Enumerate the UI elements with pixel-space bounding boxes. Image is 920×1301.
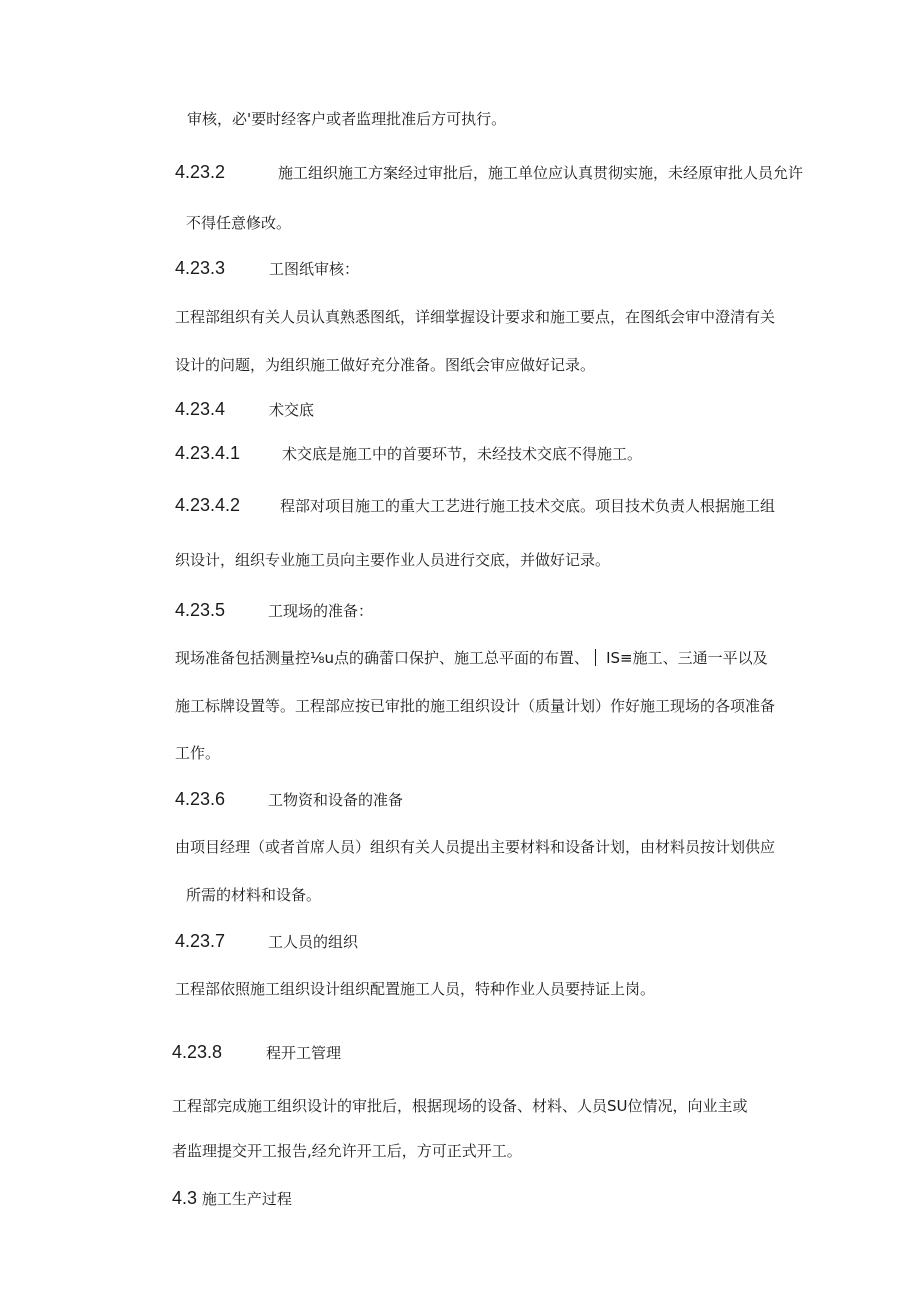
section-heading-4-23-5: 工现场的准备： — [268, 602, 374, 620]
section-number-4-23-4-2: 4.23.4.2 — [175, 495, 241, 515]
paragraph-line: 所需的材料和设备。 — [186, 886, 322, 904]
section-number-4-23-8: 4.23.8 — [172, 1042, 223, 1062]
section-text-4-23-4-1: 术交底是施工中的首要环节，未经技术交底不得施工。 — [282, 445, 643, 463]
section-heading-4-23-6: 工物资和设备的准备 — [268, 791, 404, 809]
paragraph-line — [175, 648, 768, 668]
section-number-4-3: 4.3 — [172, 1188, 198, 1208]
section-heading-4-23-3: 工图纸审核： — [269, 260, 360, 278]
paragraph-line: 由项目经理（或者首席人员）组织有关人员提出主要材料和设备计划，由材料员按计划供应 — [175, 838, 776, 856]
section-heading-4-23-4: 术交底 — [269, 401, 315, 419]
paragraph-fragment: IS≡施工、三通一平以及 — [606, 649, 768, 667]
section-number-4-23-2: 4.23.2 — [175, 162, 226, 182]
section-text-4-23-4-2: 程部对项目施工的重大工艺进行施工技术交底。项目技术负责人根据施工组 — [280, 497, 776, 515]
section-number-4-23-4: 4.23.4 — [175, 399, 226, 419]
section-number-4-23-5: 4.23.5 — [175, 600, 226, 620]
paragraph-line: 者监理提交开工报告,经允许开工后，方可正式开工。 — [172, 1142, 522, 1160]
section-number-4-23-3: 4.23.3 — [175, 258, 226, 278]
paragraph-line: 工程部组织有关人员认真熟悉图纸，详细掌握设计要求和施工要点，在图纸会审中澄清有关 — [175, 308, 776, 326]
section-heading-4-23-7: 工人员的组织 — [268, 933, 359, 951]
section-heading-4-23-8: 程开工管理 — [266, 1044, 342, 1062]
section-text-4-23-2: 施工组织施工方案经过审批后，施工单位应认真贯彻实施，未经原审批人员允许 — [278, 164, 804, 182]
paragraph-line: 织设计，组织专业施工员向主要作业人员进行交底，并做好记录。 — [175, 551, 611, 569]
section-number-4-23-4-1: 4.23.4.1 — [175, 443, 241, 463]
vertical-bar-mark — [595, 649, 596, 666]
section-number-4-23-6: 4.23.6 — [175, 789, 226, 809]
paragraph-line: 工程部完成施工组织设计的审批后，根据现场的设备、材料、人员SU位情况，向业主或 — [172, 1097, 748, 1115]
section-number-4-23-7: 4.23.7 — [175, 931, 226, 951]
paragraph-fragment: 现场准备包括测量控⅛u点的确蕾口保护、施工总平面的布置、 — [175, 649, 590, 667]
paragraph-line: 施工标牌设置等。工程部应按已审批的施工组织设计（质量计划）作好施工现场的各项准备 — [175, 697, 776, 715]
section-title-4-3: 施工生产过程 — [201, 1190, 292, 1208]
paragraph-line: 审核，必'要时经客户或者监理批准后方可执行。 — [187, 110, 507, 128]
paragraph-line: 工程部依照施工组织设计组织配置施工人员，特种作业人员要持证上岗。 — [175, 980, 656, 998]
paragraph-line: 工作。 — [175, 744, 221, 762]
section-heading-4-3 — [172, 1188, 292, 1209]
paragraph-line: 不得任意修改。 — [186, 214, 292, 232]
paragraph-line: 设计的问题，为组织施工做好充分准备。图纸会审应做好记录。 — [175, 356, 596, 374]
